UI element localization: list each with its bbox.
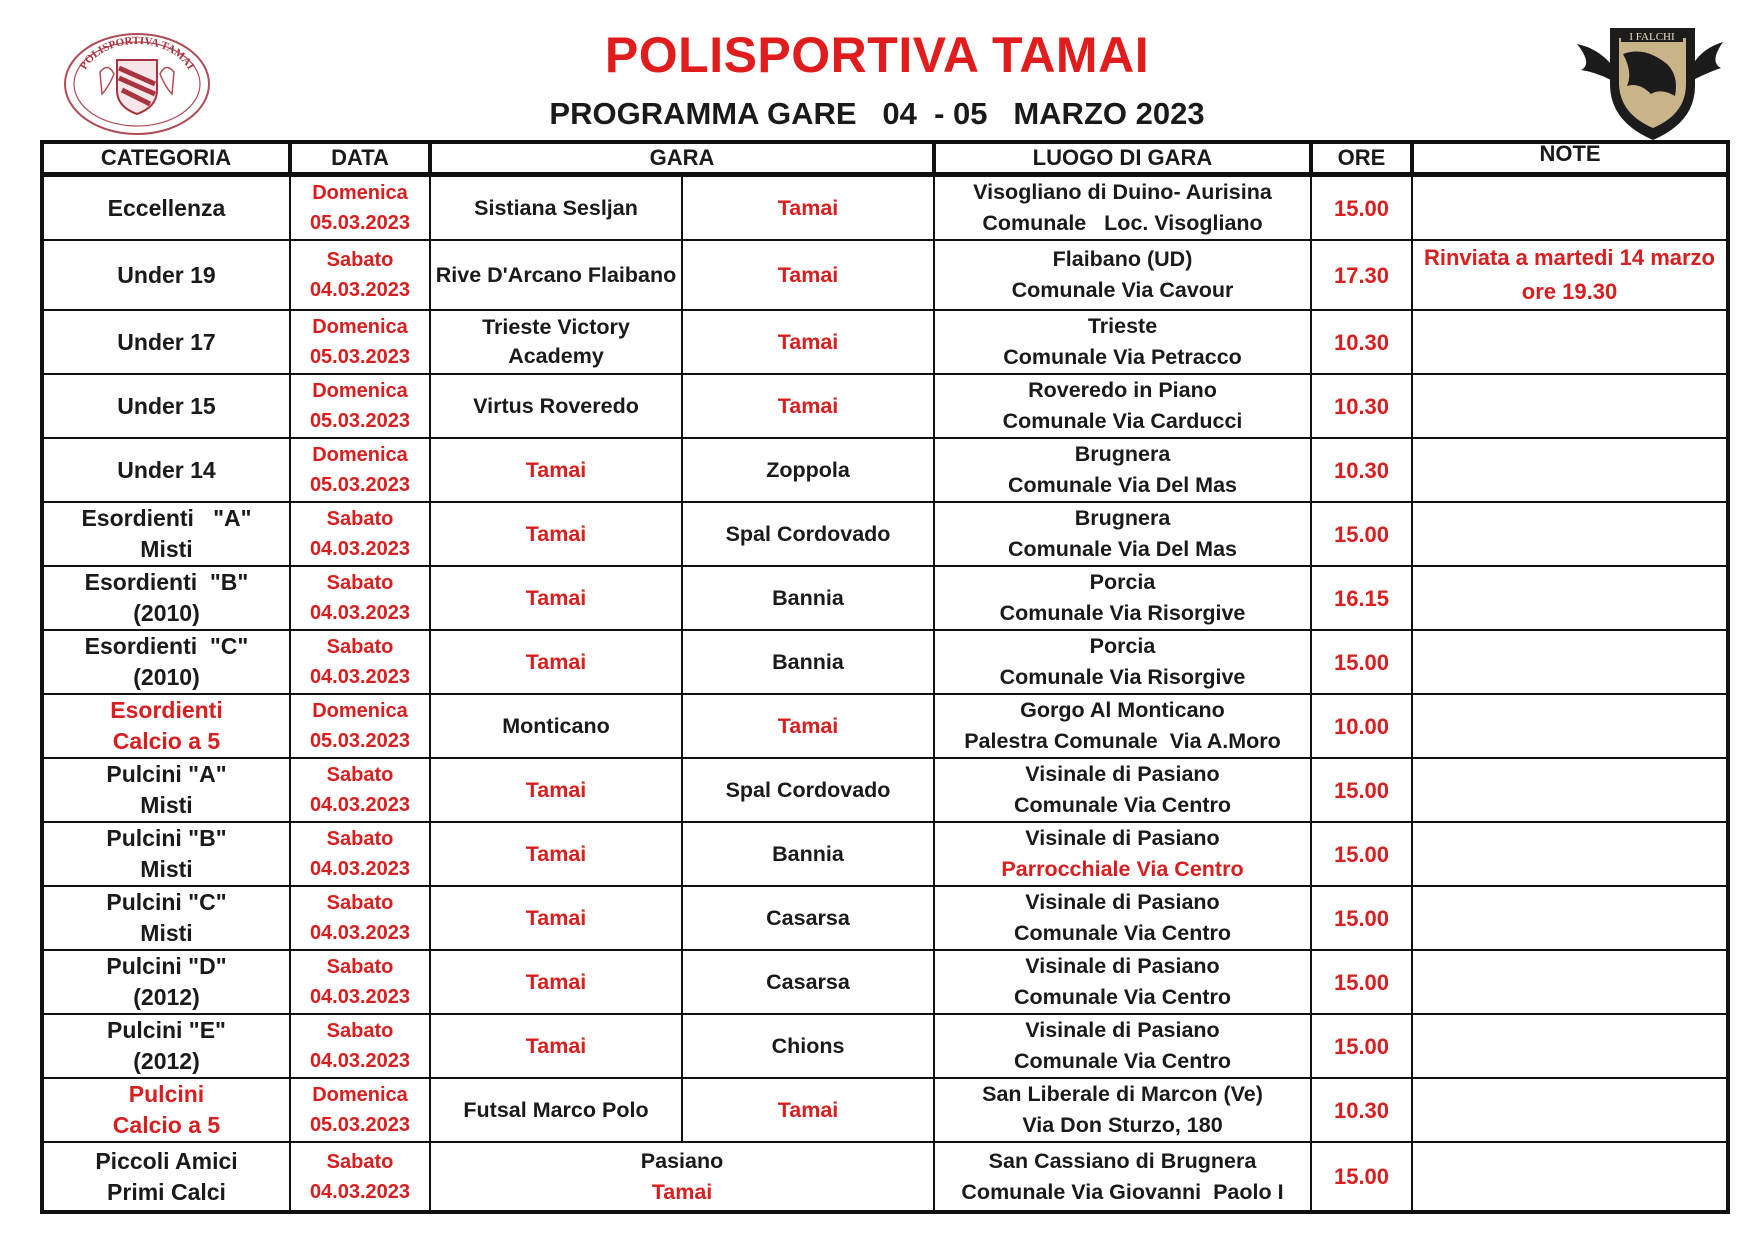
home-team: Tamai	[430, 566, 682, 630]
away-team: Spal Cordovado	[682, 758, 934, 822]
cell-ore: 16.15	[1311, 566, 1412, 630]
cell-categoria	[42, 758, 290, 822]
away-team: Casarsa	[682, 950, 934, 1014]
cell-data	[290, 566, 430, 630]
day-label: Domenica	[312, 1084, 408, 1106]
home-team: Monticano	[430, 694, 682, 758]
table-row	[42, 630, 1728, 694]
location-venue: Comunale Via Risorgive	[999, 665, 1246, 689]
col-header-note: NOTE	[1412, 142, 1728, 175]
location-venue: Comunale Loc. Visogliano	[982, 211, 1263, 235]
table-row	[42, 310, 1728, 374]
location-venue: Comunale Via Centro	[1013, 1049, 1232, 1073]
cell-ore: 15.00	[1311, 502, 1412, 566]
cell-data	[290, 886, 430, 950]
cell-categoria	[42, 438, 290, 502]
location-venue: Comunale Via Del Mas	[1007, 473, 1237, 497]
cell-categoria	[42, 374, 290, 438]
cell-data	[290, 438, 430, 502]
table-row	[42, 950, 1728, 1014]
col-header-gara: GARA	[430, 142, 934, 175]
col-header-categoria: CATEGORIA	[42, 142, 290, 175]
categoria-line-1: Pulcini "E"	[107, 1017, 226, 1043]
cell-note	[1412, 438, 1728, 502]
date-label: 04.03.2023	[309, 602, 411, 624]
cell-ore: 10.30	[1311, 1078, 1412, 1142]
table-row	[42, 175, 1728, 241]
cell-categoria	[42, 950, 290, 1014]
cell-ore: 15.00	[1311, 175, 1412, 241]
away-team: Tamai	[682, 374, 934, 438]
location-venue: Comunale Via Centro	[1013, 793, 1232, 817]
cell-note	[1412, 1014, 1728, 1078]
away-team: Spal Cordovado	[682, 502, 934, 566]
date-label: 04.03.2023	[309, 922, 411, 944]
categoria-line-1: Pulcini "B"	[106, 825, 227, 851]
away-team: Tamai	[682, 175, 934, 241]
categoria-line-2: Calcio a 5	[112, 1112, 221, 1138]
categoria-line-1: Pulcini	[128, 1081, 205, 1107]
cell-note	[1412, 374, 1728, 438]
cell-categoria	[42, 1014, 290, 1078]
home-team: Rive D'Arcano Flaibano	[430, 240, 682, 310]
home-team: Tamai	[430, 1014, 682, 1078]
cell-data	[290, 1014, 430, 1078]
location-city: Visinale di Pasiano	[1025, 890, 1220, 914]
categoria-line-1: Esordienti	[110, 697, 223, 723]
cell-data	[290, 175, 430, 241]
cell-luogo	[934, 822, 1311, 886]
location-city: Porcia	[1089, 634, 1156, 658]
cell-luogo	[934, 175, 1311, 241]
location-city: Brugnera	[1074, 506, 1171, 530]
categoria-line-2: Misti	[140, 792, 193, 818]
categoria-line-2: (2010)	[133, 664, 200, 690]
cell-ore: 10.00	[1311, 694, 1412, 758]
date-label: 04.03.2023	[309, 794, 411, 816]
cell-data	[290, 502, 430, 566]
logo-left-text: POLISPORTIVA TAMAI	[77, 34, 197, 72]
day-label: Domenica	[312, 316, 408, 338]
categoria-line-1: Esordienti "C"	[84, 633, 249, 659]
cell-luogo	[934, 630, 1311, 694]
cell-data	[290, 310, 430, 374]
away-team: Tamai	[682, 240, 934, 310]
day-label: Sabato	[326, 764, 394, 786]
categoria-line-2: (2012)	[133, 1048, 200, 1074]
col-header-ore: ORE	[1311, 142, 1412, 175]
date-label: 04.03.2023	[309, 986, 411, 1008]
categoria-line-1: Pulcini "D"	[106, 953, 227, 979]
cell-data	[290, 758, 430, 822]
table-row	[42, 758, 1728, 822]
day-label: Domenica	[312, 700, 408, 722]
cell-data	[290, 694, 430, 758]
home-team: Sistiana Sesljan	[430, 175, 682, 241]
day-label: Domenica	[312, 380, 408, 402]
categoria-line-2: Misti	[140, 536, 193, 562]
page-title: POLISPORTIVA TAMAI	[604, 27, 1150, 83]
date-label: 04.03.2023	[309, 279, 411, 301]
day-label: Sabato	[326, 892, 394, 914]
location-city: Porcia	[1089, 570, 1156, 594]
location-city: Visinale di Pasiano	[1025, 954, 1220, 978]
home-team: Tamai	[430, 950, 682, 1014]
cell-data	[290, 1078, 430, 1142]
cell-luogo	[934, 694, 1311, 758]
location-city: Visinale di Pasiano	[1025, 826, 1220, 850]
cell-data	[290, 822, 430, 886]
cell-luogo	[934, 1142, 1311, 1212]
away-team: Tamai	[682, 310, 934, 374]
location-city: San Liberale di Marcon (Ve)	[982, 1082, 1263, 1106]
cell-note	[1412, 502, 1728, 566]
date-label: 05.03.2023	[309, 474, 411, 496]
categoria-line-1: Under 14	[117, 456, 216, 483]
date-label: 04.03.2023	[309, 666, 411, 688]
away-team: Bannia	[682, 822, 934, 886]
day-label: Sabato	[326, 636, 394, 658]
cell-ore: 10.30	[1311, 438, 1412, 502]
location-venue: Parrocchiale Via Centro	[1001, 857, 1244, 881]
day-label: Sabato	[326, 1020, 394, 1042]
cell-categoria	[42, 694, 290, 758]
categoria-line-2: Misti	[140, 856, 193, 882]
cell-categoria	[42, 1142, 290, 1212]
cell-ore: 15.00	[1311, 886, 1412, 950]
away-team: Zoppola	[682, 438, 934, 502]
cell-categoria	[42, 310, 290, 374]
cell-luogo	[934, 758, 1311, 822]
categoria-line-1: Eccellenza	[107, 194, 226, 221]
categoria-line-2: Misti	[140, 920, 193, 946]
cell-categoria	[42, 630, 290, 694]
date-label: 05.03.2023	[309, 410, 411, 432]
categoria-line-2: Primi Calci	[107, 1178, 226, 1205]
cell-note	[1412, 310, 1728, 374]
cell-categoria	[42, 502, 290, 566]
cell-luogo	[934, 310, 1311, 374]
categoria-line-1: Under 17	[117, 328, 216, 355]
away-team: Chions	[682, 1014, 934, 1078]
away-team: Tamai	[651, 1179, 713, 1204]
day-label: Sabato	[326, 956, 394, 978]
categoria-line-1: Pulcini "A"	[106, 761, 227, 787]
date-label: 04.03.2023	[309, 1050, 411, 1072]
table-row	[42, 566, 1728, 630]
cell-luogo	[934, 950, 1311, 1014]
day-label: Sabato	[326, 249, 394, 271]
home-team: Tamai	[430, 438, 682, 502]
categoria-line-2: (2012)	[133, 984, 200, 1010]
cell-luogo	[934, 438, 1311, 502]
location-city: Brugnera	[1074, 442, 1171, 466]
location-city: Roveredo in Piano	[1028, 378, 1217, 402]
location-venue: Comunale Via Centro	[1013, 985, 1232, 1009]
cell-luogo	[934, 886, 1311, 950]
home-team: Futsal Marco Polo	[430, 1078, 682, 1142]
cell-ore: 17.30	[1311, 240, 1412, 310]
cell-note	[1412, 630, 1728, 694]
location-city: Gorgo Al Monticano	[1020, 698, 1225, 722]
table-row	[42, 886, 1728, 950]
home-team: Tamai	[430, 758, 682, 822]
location-venue: Comunale Via Centro	[1013, 921, 1232, 945]
categoria-line-2: (2010)	[133, 600, 200, 626]
location-city: Trieste	[1087, 314, 1158, 338]
cell-ore: 15.00	[1311, 1014, 1412, 1078]
cell-note	[1412, 1078, 1728, 1142]
day-label: Domenica	[312, 182, 408, 204]
categoria-line-1: Under 15	[117, 392, 216, 419]
cell-ore: 15.00	[1311, 822, 1412, 886]
location-venue: Comunale Via Del Mas	[1007, 537, 1237, 561]
away-team: Tamai	[682, 694, 934, 758]
table-header-row	[42, 142, 1728, 175]
day-label: Sabato	[326, 828, 394, 850]
cell-note	[1412, 822, 1728, 886]
cell-data	[290, 630, 430, 694]
home-team: Tamai	[430, 822, 682, 886]
cell-note	[1412, 758, 1728, 822]
cell-ore: 15.00	[1311, 1142, 1412, 1212]
page-subtitle: PROGRAMMA GARE 04 - 05 MARZO 2023	[549, 96, 1205, 131]
location-city: Visogliano di Duino- Aurisina	[973, 180, 1272, 204]
location-venue: Comunale Via Cavour	[1011, 278, 1234, 302]
away-team: Bannia	[682, 630, 934, 694]
location-venue: Comunale Via Petracco	[1003, 345, 1242, 369]
categoria-line-1: Under 19	[117, 261, 216, 288]
date-label: 04.03.2023	[309, 538, 411, 560]
categoria-line-1: Pulcini "C"	[106, 889, 227, 915]
day-label: Sabato	[326, 1150, 394, 1173]
cell-categoria	[42, 566, 290, 630]
location-city: Visinale di Pasiano	[1025, 1018, 1220, 1042]
date-label: 05.03.2023	[309, 346, 411, 368]
location-venue: Comunale Via Giovanni Paolo I	[961, 1179, 1284, 1204]
cell-luogo	[934, 374, 1311, 438]
cell-luogo	[934, 240, 1311, 310]
cell-data	[290, 950, 430, 1014]
home-team: Virtus Roveredo	[430, 374, 682, 438]
location-city: Flaibano (UD)	[1052, 247, 1193, 271]
table-row	[42, 1014, 1728, 1078]
cell-categoria	[42, 822, 290, 886]
location-venue: Palestra Comunale Via A.Moro	[964, 729, 1281, 753]
table-row	[42, 240, 1728, 310]
schedule-table	[40, 140, 1730, 1214]
cell-categoria	[42, 886, 290, 950]
away-team: Bannia	[682, 566, 934, 630]
cell-ore: 10.30	[1311, 310, 1412, 374]
cell-data	[290, 374, 430, 438]
col-header-luogo: LUOGO DI GARA	[934, 142, 1311, 175]
away-team: Tamai	[682, 1078, 934, 1142]
cell-data	[290, 1142, 430, 1212]
home-team: Tamai	[430, 630, 682, 694]
day-label: Sabato	[326, 572, 394, 594]
col-header-data: DATA	[290, 142, 430, 175]
cell-note	[1412, 566, 1728, 630]
cell-luogo	[934, 1078, 1311, 1142]
cell-categoria	[42, 175, 290, 241]
cell-categoria	[42, 240, 290, 310]
location-city: Visinale di Pasiano	[1025, 762, 1220, 786]
location-venue: Comunale Via Carducci	[1002, 409, 1243, 433]
cell-gara	[430, 1142, 934, 1212]
date-label: 05.03.2023	[309, 730, 411, 752]
cell-ore: 15.00	[1311, 630, 1412, 694]
cell-note	[1412, 886, 1728, 950]
date-label: 04.03.2023	[309, 858, 411, 880]
cell-note	[1412, 175, 1728, 241]
table-row	[42, 822, 1728, 886]
home-team: Pasiano	[640, 1148, 724, 1173]
table-row	[42, 1078, 1728, 1142]
cell-data	[290, 240, 430, 310]
table-row	[42, 502, 1728, 566]
cell-note: Rinviata a martedi 14 marzo ore 19.30	[1412, 240, 1728, 310]
cell-note	[1412, 694, 1728, 758]
location-venue: Via Don Sturzo, 180	[1022, 1113, 1223, 1137]
table-row	[42, 694, 1728, 758]
table-row	[42, 374, 1728, 438]
cell-note	[1412, 1142, 1728, 1212]
table-row	[42, 438, 1728, 502]
location-venue: Comunale Via Risorgive	[999, 601, 1246, 625]
home-team: Tamai	[430, 502, 682, 566]
away-team: Casarsa	[682, 886, 934, 950]
table-row	[42, 1142, 1728, 1212]
logo-right-text: I FALCHI	[1629, 31, 1675, 43]
home-team: Trieste Victory Academy	[430, 310, 682, 374]
cell-ore: 10.30	[1311, 374, 1412, 438]
cell-luogo	[934, 1014, 1311, 1078]
cell-ore: 15.00	[1311, 950, 1412, 1014]
categoria-line-1: Esordienti "B"	[84, 569, 249, 595]
cell-note	[1412, 950, 1728, 1014]
location-city: San Cassiano di Brugnera	[988, 1148, 1257, 1173]
home-team: Tamai	[430, 886, 682, 950]
cell-ore: 15.00	[1311, 758, 1412, 822]
day-label: Sabato	[326, 508, 394, 530]
cell-categoria	[42, 1078, 290, 1142]
categoria-line-2: Calcio a 5	[112, 728, 221, 754]
day-label: Domenica	[312, 444, 408, 466]
categoria-line-1: Piccoli Amici	[95, 1147, 238, 1174]
date-label: 05.03.2023	[309, 212, 411, 234]
date-label: 05.03.2023	[309, 1114, 411, 1136]
cell-luogo	[934, 566, 1311, 630]
categoria-line-1: Esordienti "A"	[81, 505, 252, 531]
cell-luogo	[934, 502, 1311, 566]
date-label: 04.03.2023	[309, 1180, 411, 1203]
